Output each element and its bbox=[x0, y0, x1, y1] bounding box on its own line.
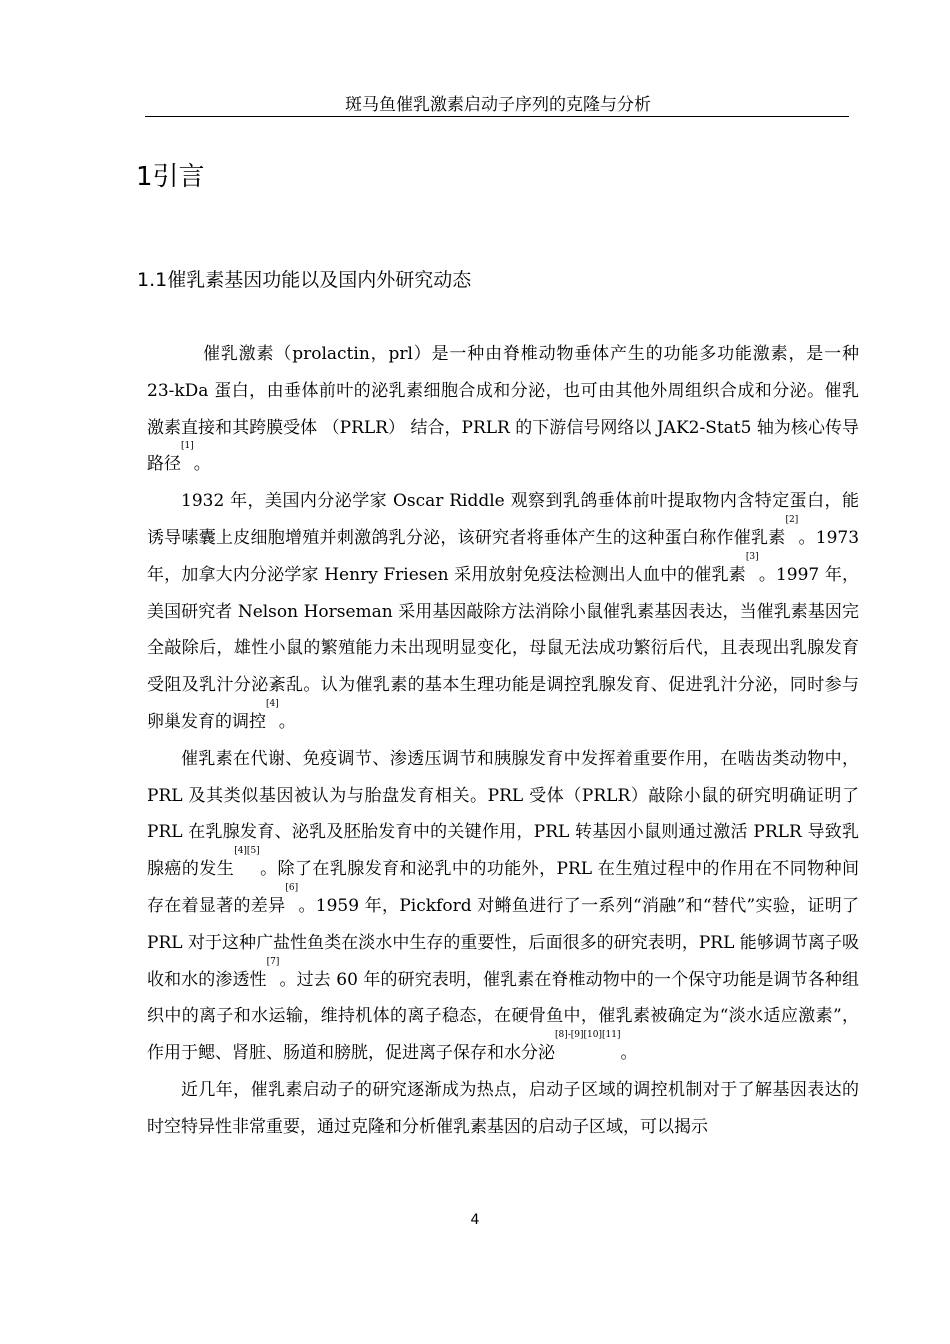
text-run: 近几年，催乳素启动子的研究逐渐成为热点，启动子区域的调控机制对于了解基因表达的时空特异性非常重要，通过克隆和分析催乳素基因的启动子区域，可以揭示 bbox=[147, 1079, 859, 1137]
paragraph bbox=[147, 1072, 859, 1146]
text-run: 催乳素在代谢、免疫调节、渗透压调节和胰腺发育中发挥着重要作用，在啮齿类动物中，PRL 及其类似基因被认为与胎盘发育相关。PRL 受体（PRLR）敲除小鼠的研究明确证明了 PRL 在乳腺发育、泌乳及胚胎发育中的关键作用，PRL 转基因小鼠则通过激活 PRLR 导致乳腺癌的发生 bbox=[147, 748, 859, 880]
citation-ref: [4][5] bbox=[234, 846, 260, 857]
header-rule bbox=[145, 116, 849, 117]
text-run: 催乳激素（prolactin，prl）是一种由脊椎动物垂体产生的功能多功能激素，是一种 23-kDa 蛋白，由垂体前叶的泌乳素细胞合成和分泌，也可由其他外周组织合成和分泌。催乳激素直接和其跨膜受体 （PRLR） 结合，PRLR 的下游信号网络以 JAK2-Stat5 轴为核心传导路径 bbox=[147, 344, 859, 475]
paragraph bbox=[147, 483, 859, 741]
citation-ref: [2] bbox=[785, 514, 799, 525]
page-number: 4 bbox=[470, 1212, 480, 1228]
running-header: 斑马鱼催乳激素启动子序列的克隆与分析 bbox=[345, 95, 651, 115]
citation-ref: [6] bbox=[285, 882, 299, 893]
section-heading: 1.1催乳素基因功能以及国内外研究动态 bbox=[137, 269, 472, 291]
text-run: 。除了在乳腺发育和泌乳中的功能外，PRL 在生殖过程中的作用在不同物种间存在着显著的差异 bbox=[147, 859, 860, 916]
citation-ref: [1] bbox=[181, 441, 194, 452]
paragraph bbox=[147, 336, 859, 483]
citation-ref: [3] bbox=[745, 551, 759, 562]
text-run: 1932 年，美国内分泌学家 Oscar Riddle 观察到乳鸽垂体前叶提取物内含特定蛋白，能诱导嗉囊上皮细胞增殖并刺激鸽乳分泌，该研究者将垂体产生的这种蛋白称作催乳素 bbox=[147, 491, 859, 548]
body-text bbox=[147, 336, 859, 1146]
text-run: 。1959 年，Pickford 对鳉鱼进行了一系列“消融”和“替代”实验，证明了 PRL 对于这种广盐性鱼类在淡水中生存的重要性，后面很多的研究表明，PRL 能够调节离子吸收和水的渗透性 bbox=[147, 895, 859, 990]
text-run: 。1973 年，加拿大内分泌学家 Henry Friesen 采用放射免疫法检测出人血中的催乳素 bbox=[147, 527, 860, 585]
text-run: 。过去 60 年的研究表明，催乳素在脊椎动物中的一个保守功能是调节各种组织中的离子和水运输，维持机体的离子稳态，在硬骨鱼中，催乳素被确定为“淡水适应激素”，作用于鳃、肾脏、肠道和膀胱，促进离子保存和水分泌 bbox=[147, 969, 859, 1064]
citation-ref: [8]-[9][10][11] bbox=[555, 1030, 621, 1041]
text-run: 。 bbox=[193, 454, 211, 475]
paragraph bbox=[147, 741, 859, 1072]
chapter-heading: 1引言 bbox=[136, 162, 205, 192]
text-run: 。 bbox=[278, 711, 296, 732]
citation-ref: [7] bbox=[266, 956, 280, 967]
text-run: 。1997 年，美国研究者 Nelson Horseman 采用基因敲除方法消除小鼠催乳素基因表达，当催乳素基因完全敲除后，雄性小鼠的繁殖能力未出现明显变化，母鼠无法成功繁衍后代，且表现出乳腺发育受阻及乳汁分泌紊乱。认为催乳素的基本生理功能是调控乳腺发育、促进乳汁分泌，同时参与卵巢发育的调控 bbox=[147, 564, 859, 732]
citation-ref: [4] bbox=[266, 698, 279, 709]
text-run: 。 bbox=[620, 1043, 638, 1064]
